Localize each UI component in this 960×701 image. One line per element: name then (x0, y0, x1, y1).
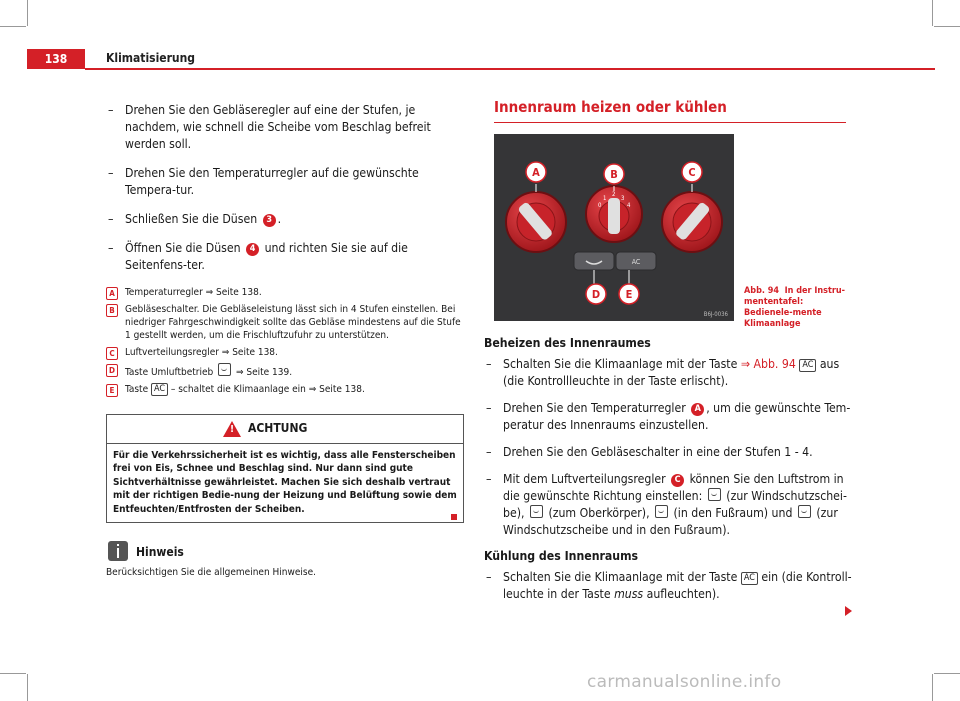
recirculation-icon (218, 363, 231, 376)
windshield-vent-icon (708, 488, 721, 501)
step-item: – Schalten Sie die Klimaanlage mit der Taste AC ein (die Kontroll-leuchte in der Taste muss aufleuchten). (486, 570, 852, 601)
figure-legend (106, 286, 468, 396)
step-item: – Drehen Sie den Gebläseschalter in eine der Stufen 1 - 4. (486, 445, 813, 459)
header-rule (85, 68, 935, 70)
fan-mark: 3 (621, 195, 625, 202)
legend-item: B Gebläseschalter. Die Gebläseleistung lässt sich in 4 Stufen einstellen. Bei niedriger Fahrgeschwindigkeit sollte das Gebläse mindestens auf die Stufe 1 gestellt werden, um die Frischluftzufuhr zu unterstützen. (106, 303, 468, 342)
continue-arrow-icon (845, 606, 852, 616)
warning-text: Für die Verkehrssicherheit ist es wichtig, dass alle Fensterscheiben frei von Eis, Schnee und Beschlag sind. Nur dann sind gute Sichtverhältnisse gewährleistet. Machen Sie sich deshalb vertraut mit der richtigen Bedie-nung der Heizung und Belüftung sowie dem Entfeuchten/Entfrosten der Scheiben. (113, 450, 457, 515)
step-item: – Drehen Sie den Temperaturregler auf die gewünschte Tempera-tur. (108, 166, 419, 197)
warning-triangle-icon: ! (223, 421, 241, 437)
note-title: Hinweis (136, 545, 184, 560)
step-item: – Schalten Sie die Klimaanlage mit der Taste ⇒ Abb. 94 AC aus (die Kontrollleuchte in der Taste erlischt). (486, 357, 840, 388)
subheading-heating: Beheizen des Innenraumes (484, 336, 651, 350)
svg-text:A: A (532, 166, 540, 179)
svg-text:E: E (625, 288, 633, 301)
legend-item: C Luftverteilungsregler ⇒ Seite 138. (106, 346, 468, 359)
vent-number-badge: 4 (246, 243, 259, 256)
legend-item: A Temperaturregler ⇒ Seite 138. (106, 286, 468, 299)
windshield-footwell-vent-icon (798, 505, 811, 518)
info-icon (108, 541, 128, 561)
crop-mark (0, 673, 26, 674)
vent-number-badge: 3 (263, 214, 276, 227)
climate-controls-figure (494, 134, 734, 321)
note-text: Berücksichtigen Sie die allgemeinen Hinweise. (106, 567, 316, 579)
control-badge: C (671, 474, 684, 487)
ac-keycap: AC (799, 359, 816, 372)
fan-knob (586, 186, 642, 242)
figure-reference: ⇒ Abb. 94 (740, 357, 796, 371)
figure-caption: Abb. 94 In der Instru-mententafel: Bedienele-mente Klimaanlage (744, 286, 845, 329)
page-number: 138 (27, 49, 85, 69)
chapter-title: Klimatisierung (106, 51, 196, 65)
watermark: carmanualsonline.info (587, 672, 782, 692)
fan-mark: 1 (603, 195, 607, 202)
fan-mark: 2 (612, 191, 616, 198)
callout-b (604, 164, 624, 184)
crop-mark (27, 674, 28, 701)
procedure-text (484, 336, 854, 613)
svg-text:C: C (688, 166, 696, 179)
callout-c (682, 162, 702, 182)
ac-button-label: AC (631, 258, 641, 266)
legend-item: E Taste AC – schaltet die Klimaanlage ein ⇒ Seite 138. (106, 383, 468, 396)
temperature-knob (506, 192, 566, 252)
warning-box (106, 414, 464, 523)
section-title: Innenraum heizen oder kühlen (494, 98, 727, 116)
section-end-square-icon (451, 514, 457, 520)
figure-code: B6J-0036 (703, 311, 728, 318)
control-badge: A (691, 403, 704, 416)
callout-d (586, 284, 606, 304)
step-item: – Drehen Sie den Gebläseregler auf eine der Stufen, je nachdem, wie schnell die Scheibe vom Beschlag befreit werden soll. (108, 103, 431, 151)
recirculation-button (574, 252, 614, 270)
crop-mark (934, 673, 960, 674)
step-item: – Schließen Sie die Düsen 3 . (108, 212, 282, 226)
crop-mark (932, 674, 933, 701)
step-item: – Öffnen Sie die Düsen 4 und richten Sie sie auf die Seitenfens-ter. (108, 241, 408, 272)
svg-text:B: B (610, 168, 618, 181)
step-item: – Mit dem Luftverteilungsregler C können Sie den Luftstrom in die gewünschte Richtung einstellen: (zur Windschutzschei-be), (zum Oberkörper), (in den Fußraum) und (zur Windschutzscheibe und in den Fußraum). (486, 472, 847, 537)
callout-a (526, 162, 546, 182)
ac-keycap: AC (151, 383, 168, 396)
left-column (106, 102, 468, 581)
svg-text:D: D (591, 288, 601, 301)
upper-body-vent-icon (530, 505, 543, 518)
fan-mark: 4 (627, 202, 631, 209)
warning-title: ACHTUNG (248, 421, 308, 435)
right-column (484, 98, 854, 601)
legend-item: D Taste Umluftbetrieb ⇒ Seite 139. (106, 363, 468, 379)
crop-mark (932, 0, 933, 26)
fan-mark: 0 (598, 202, 602, 209)
ac-button (616, 252, 656, 270)
air-distribution-knob (662, 192, 722, 252)
section-rule (494, 122, 846, 123)
step-item: – Drehen Sie den Temperaturregler A , um die gewünschte Tem-peratur des Innenraums einzustellen. (486, 401, 851, 432)
crop-mark (27, 0, 28, 26)
footwell-vent-icon (655, 505, 668, 518)
subheading-cooling: Kühlung des Innenraums (484, 549, 639, 563)
crop-mark (0, 26, 26, 27)
callout-e (619, 284, 639, 304)
note-box (106, 541, 468, 581)
crop-mark (934, 26, 960, 27)
ac-keycap: AC (741, 572, 758, 585)
